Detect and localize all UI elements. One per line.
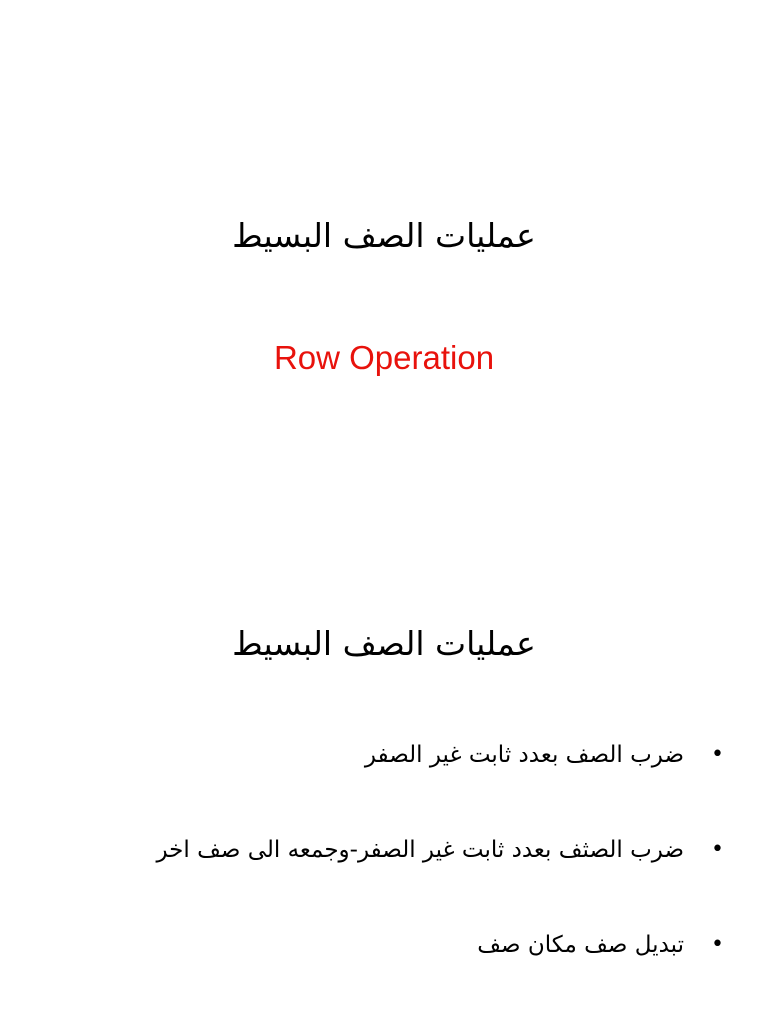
list-item bbox=[40, 897, 724, 992]
bullet-text: ضرب الصثف بعدد ثابت غير الصفر-وجمعه الى صف اخر bbox=[156, 836, 684, 863]
list-item bbox=[40, 802, 724, 897]
bullet-icon: • bbox=[711, 837, 724, 862]
slide-title: عمليات الصف البسيط bbox=[232, 624, 536, 663]
slide-subtitle: Row Operation bbox=[273, 339, 495, 376]
content-slide bbox=[0, 512, 768, 1024]
slide-title: عمليات الصف البسيط bbox=[232, 216, 536, 255]
list-item bbox=[40, 707, 724, 802]
bullet-text: ضرب الصف بعدد ثابت غير الصفر bbox=[364, 741, 684, 768]
bullet-list bbox=[40, 707, 724, 992]
bullet-icon: • bbox=[711, 932, 724, 957]
bullet-text: تبديل صف مكان صف bbox=[477, 931, 684, 958]
bullet-icon: • bbox=[711, 742, 724, 767]
